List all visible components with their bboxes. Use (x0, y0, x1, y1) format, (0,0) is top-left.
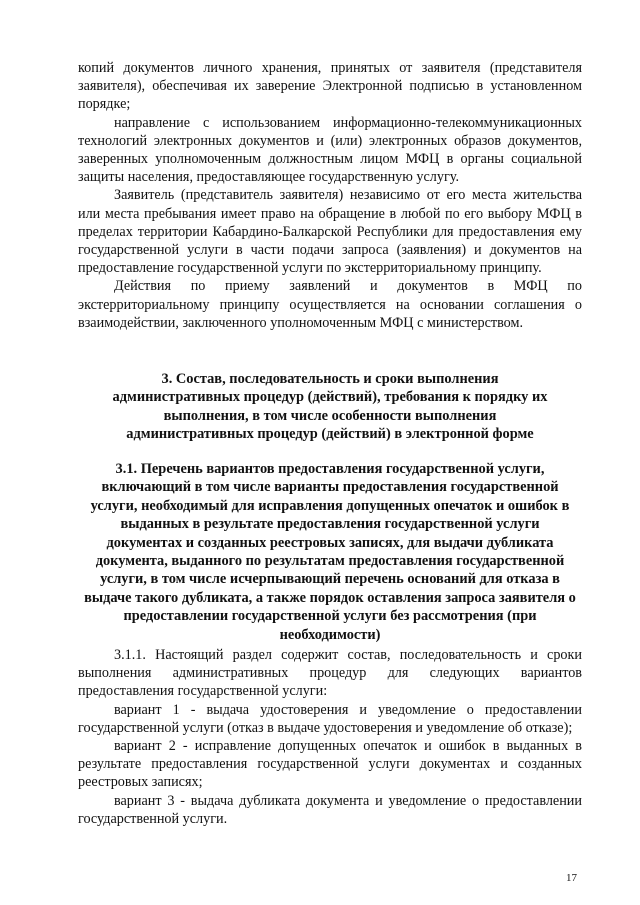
paragraph-3-1-1: 3.1.1. Настоящий раздел содержит состав, последовательность и сроки выполнения административных процедур для следующих вариантов предоставления государственной услуги: (78, 647, 582, 700)
paragraph-applicant-rights: Заявитель (представитель заявителя) независимо от его места жительства или места пребывания имеет право на обращение в любой по его выбору МФЦ в пределах территории Кабардино-Балкарской Республики для предоставления ему государственной услуги в части подачи запроса (заявления) и документов на предоставление государственной услуги по экстерриториальному принципу. (78, 187, 582, 277)
section-3-heading: 3. Состав, последовательность и сроки выполнения административных процедур (действий), требования к порядку их выполнения, в том числе особенности выполнения административных процедур (действий) в электронной форме (112, 371, 548, 443)
paragraph-variant-1: вариант 1 - выдача удостоверения и уведомление о предоставлении государственной услуги (отказ в выдаче удостоверения и уведомление об отказе); (78, 701, 582, 736)
paragraph-variant-2: вариант 2 - исправление допущенных опечаток и ошибок в выданных в результате предоставления государственной услуги документах и созданных реестровых записях; (78, 738, 582, 791)
section-31-heading-block (84, 460, 576, 644)
section-3-heading-block (100, 370, 560, 444)
page-number: 17 (566, 872, 577, 884)
paragraph-extraterritorial: Действия по приему заявлений и документов в МФЦ по экстерриториальному принципу осуществляется на основании соглашения о взаимодействии, заключенного уполномоченным МФЦ с министерством. (78, 278, 582, 331)
section-3-1-heading: 3.1. Перечень вариантов предоставления государственной услуги, включающий в том числе варианты предоставления государственной услуги, необходимый для исправления допущенных опечаток и ошибок в выданных в результате предоставления государственной услуги документах и созданных реестровых записях, для выдачи дубликата документа, выданного по результатам предоставления государственной услуги, в том числе исчерпывающий перечень оснований для отказа в выдаче такого дубликата, а также порядок оставления запроса заявителя о предоставлении государственной услуги без рассмотрения (при необходимости) (84, 461, 576, 643)
paragraph-continuation: копий документов личного хранения, принятых от заявителя (представителя заявителя), обеспечивая их заверение Электронной подписью в установленном порядке; (78, 60, 582, 113)
paragraph-electronic-documents: направление с использованием информационно-телекоммуникационных технологий электронных документов и (или) электронных образов документов, заверенных уполномоченным должностным лицом МФЦ в органы социальной защиты населения, предоставляющее государственную услугу. (78, 114, 582, 186)
paragraph-variant-3: вариант 3 - выдача дубликата документа и уведомление о предоставлении государственной услуги. (78, 792, 582, 827)
top-text-block (78, 59, 582, 332)
bottom-text-block (78, 646, 582, 828)
